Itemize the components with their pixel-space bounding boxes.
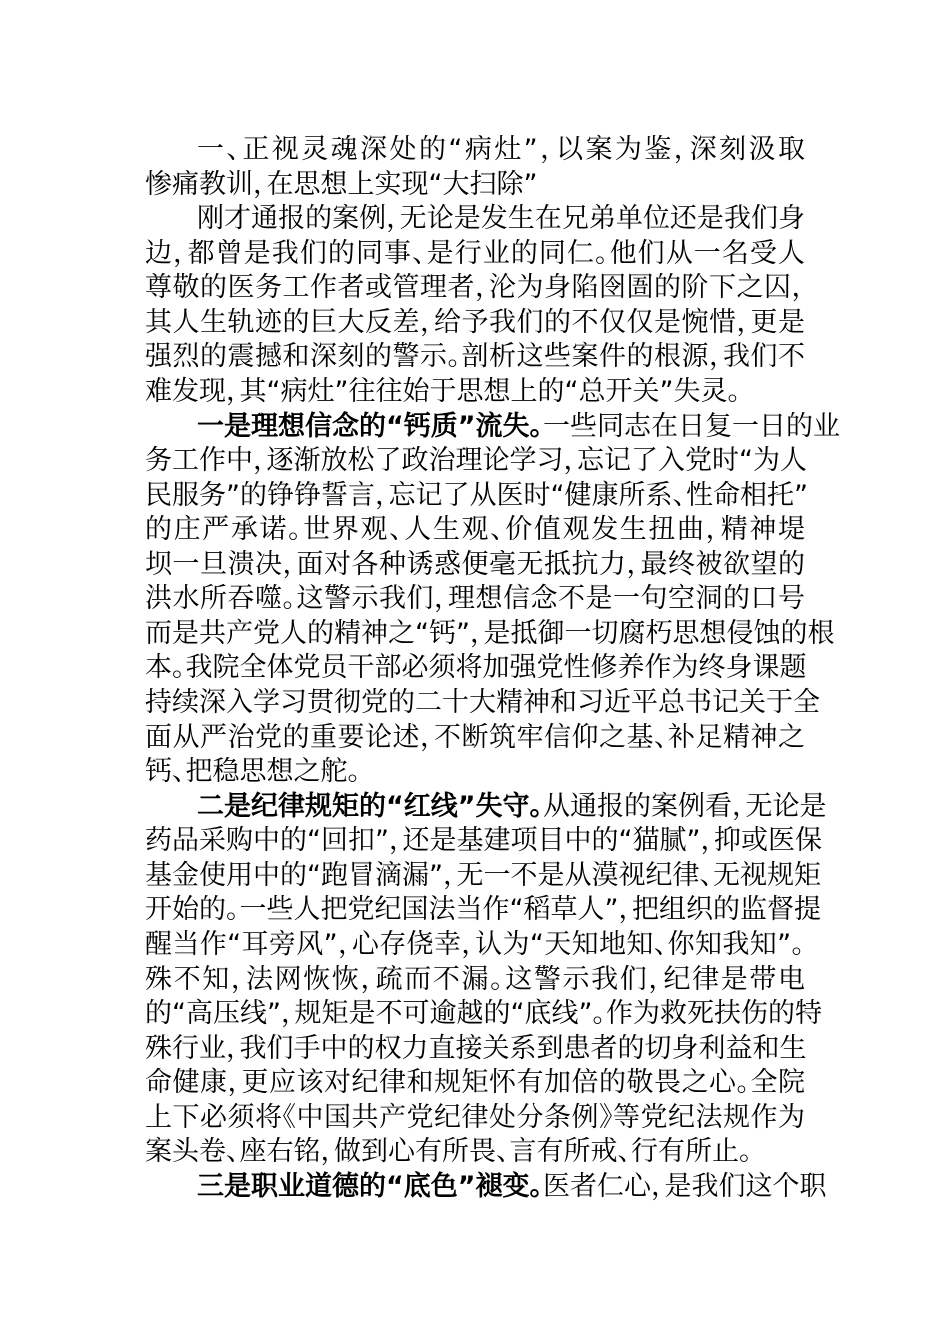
paragraph-text: 从通报的案例看，无论是 (543, 790, 827, 822)
paragraph-line: 持续深入学习贯彻党的二十大精神和习近平总书记关于全 (145, 687, 820, 718)
heading-line: 惨痛教训，在思想上实现“大扫除” (145, 168, 538, 200)
paragraph-line: 务工作中，逐渐放松了政治理论学习，忘记了入党时“为人 (145, 445, 807, 477)
paragraph-line: 钙、把稳思想之舵。 (145, 756, 361, 788)
paragraph-line: 基金使用中的“跑冒滴漏”，无一不是从漠视纪律、无视规矩 (145, 859, 821, 891)
paragraph-ideals (145, 410, 840, 790)
paragraph-lead: 一是理想信念的“钙质”流失。 (197, 410, 543, 442)
paragraph-line: 坝一旦溃决，面对各种诱惑便毫无抵抗力，最终被欲望的 (145, 548, 805, 580)
paragraph-text: 医者仁心，是我们这个职 (543, 1170, 827, 1202)
paragraph-line: 面从严治党的重要论述，不断筑牢信仰之基、补足精神之 (145, 721, 805, 753)
paragraph-line: 而是共产党人的精神之“钙”，是抵御一切腐朽思想侵蚀的根 (145, 617, 835, 649)
paragraph-line: 本。我院全体党员干部必须将加强党性修养作为终身课题 (145, 652, 807, 684)
section-heading (145, 133, 805, 202)
paragraph-line (145, 1170, 827, 1205)
paragraph-lead: 二是纪律规矩的“红线”失守。 (197, 790, 543, 822)
paragraph-lead: 三是职业道德的“底色”褪变。 (197, 1170, 543, 1202)
paragraph-line: 药品采购中的“回扣”，还是基建项目中的“猫腻”，抑或医保 (145, 825, 822, 857)
paragraph-line: 殊不知，法网恢恢，疏而不漏。这警示我们，纪律是带电 (145, 963, 805, 995)
heading-line: 一、正视灵魂深处的“病灶”，以案为鉴，深刻汲取 (197, 134, 805, 165)
paragraph-line: 案头卷、座右铭，做到心有所畏、言有所戒、行有所止。 (145, 1136, 753, 1168)
paragraph-line: 上下必须将《中国共产党纪律处分条例》等党纪法规作为 (145, 1101, 805, 1133)
paragraph-line: 民服务”的铮铮誓言，忘记了从医时“健康所系、性命相托” (145, 479, 808, 511)
paragraph-text: 一些同志在日复一日的业 (543, 410, 840, 442)
paragraph-intro (145, 202, 805, 409)
paragraph-line: 洪水所吞噬。这警示我们，理想信念不是一句空洞的口号 (145, 583, 805, 615)
paragraph-line: 强烈的震撼和深刻的警示。剖析这些案件的根源，我们不 (145, 341, 805, 373)
paragraph-line: 殊行业，我们手中的权力直接关系到患者的切身利益和生 (145, 1032, 807, 1064)
paragraph-line: 命健康，更应该对纪律和规矩怀有加倍的敬畏之心。全院 (145, 1067, 805, 1099)
paragraph-line: 难发现，其“病灶”往往始于思想上的“总开关”失灵。 (145, 375, 741, 407)
paragraph-line (145, 410, 840, 445)
paragraph-line: 开始的。一些人把党纪国法当作“稻草人”，把组织的监督提 (145, 894, 821, 926)
paragraph-discipline (145, 790, 827, 1170)
paragraph-line: 的“高压线”，规矩是不可逾越的“底线”。作为救死扶伤的特 (145, 998, 822, 1030)
paragraph-line: 的庄严承诺。世界观、人生观、价值观发生扭曲，精神堤 (145, 514, 805, 546)
paragraph-line: 其人生轨迹的巨大反差，给予我们的不仅仅是惋惜，更是 (145, 306, 805, 338)
paragraph-line: 刚才通报的案例，无论是发生在兄弟单位还是我们身 (197, 203, 805, 235)
paragraph-line (145, 790, 827, 825)
document-page (145, 133, 840, 1204)
paragraph-line: 醒当作“耳旁风”，心存侥幸，认为“天知地知、你知我知”。 (145, 928, 805, 960)
paragraph-line: 边，都曾是我们的同事、是行业的同仁。他们从一名受人 (145, 237, 805, 269)
paragraph-line: 尊敬的医务工作者或管理者，沦为身陷囹圄的阶下之囚， (145, 272, 805, 304)
paragraph-ethics (145, 1170, 827, 1205)
